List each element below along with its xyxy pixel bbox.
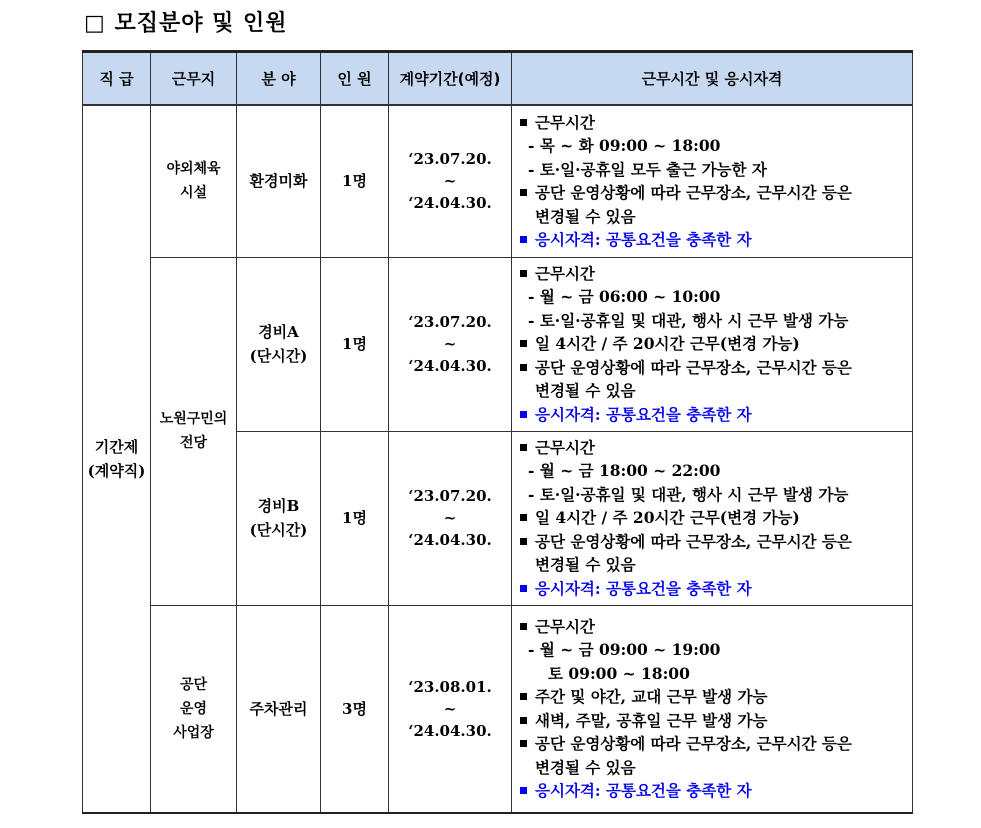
item-text: 변경될 수 있음 [535, 555, 636, 575]
item-text: 응시자격: 공통요건을 충족한 자 [535, 230, 752, 250]
cell-line: 환경미화 [249, 172, 308, 191]
hours-qualification-cell [512, 105, 913, 257]
table-header-row [83, 52, 913, 106]
cell-line: ~ [443, 699, 457, 718]
bullet-item [518, 262, 908, 286]
bullet-item [518, 356, 908, 380]
header-grade: 직 급 [83, 52, 151, 106]
sub-item [518, 285, 908, 309]
cell-line: 야외체육 [166, 161, 221, 178]
sub-item [518, 309, 908, 333]
item-text: - 월 ~ 금 18:00 ~ 22:00 [528, 461, 721, 481]
field-cell [237, 431, 321, 605]
sub-item [518, 638, 908, 662]
count-cell: 1명 [321, 257, 389, 431]
item-text: 근무시간 [535, 112, 595, 132]
cell-line: ~ [443, 335, 457, 353]
item-text: - 목 ~ 화 09:00 ~ 18:00 [528, 136, 721, 156]
item-text: 공단 운영상황에 따라 근무장소, 근무시간 등은 [535, 734, 852, 754]
item-text: 변경될 수 있음 [535, 757, 636, 777]
square-bullet-icon [520, 787, 527, 794]
cell-line: 노원구민의 [159, 411, 228, 427]
item-text: 응시자격: 공통요건을 충족한 자 [535, 578, 752, 598]
field-cell [237, 257, 321, 431]
cell-line: (단시간) [249, 521, 308, 539]
cell-line: ‘23.07.20. [408, 487, 492, 505]
sub-item [518, 205, 908, 229]
cell-line: 공단 [179, 676, 208, 693]
item-text: 응시자격: 공통요건을 충족한 자 [535, 781, 752, 801]
cell-line: ‘24.04.30. [408, 721, 492, 740]
cell-line: ~ [443, 172, 457, 191]
bullet-item [518, 709, 908, 733]
count-cell: 1명 [321, 105, 389, 257]
item-text: 근무시간 [535, 437, 595, 457]
header-hours-qualification: 근무시간 및 응시자격 [512, 52, 913, 106]
item-text: 변경될 수 있음 [535, 206, 636, 226]
qualification-item [518, 779, 908, 803]
square-bullet-icon [520, 364, 527, 371]
square-bullet-icon [520, 623, 527, 630]
square-bullet-icon [520, 236, 527, 243]
item-text: - 토·일·공휴일 모두 출근 가능한 자 [528, 159, 767, 179]
cell-line: 주차관리 [249, 699, 308, 718]
header-field: 분 야 [237, 52, 321, 106]
table-row [83, 105, 913, 257]
header-count: 인 원 [321, 52, 389, 106]
cell-line: ~ [443, 509, 457, 527]
qualification-item [518, 228, 908, 252]
workplace-cell [151, 605, 237, 813]
item-text: 공단 운영상황에 따라 근무장소, 근무시간 등은 [535, 183, 852, 203]
bullet-item [518, 506, 908, 530]
bullet-item [518, 530, 908, 554]
table-row [83, 605, 913, 813]
item-text: 주간 및 야간, 교대 근무 발생 가능 [535, 687, 768, 707]
section-title: □ 모집분야 및 인원 [84, 11, 288, 36]
square-bullet-icon [520, 189, 527, 196]
period-cell [389, 605, 512, 813]
square-bullet-icon [520, 411, 527, 418]
grade-cell [83, 105, 151, 813]
square-bullet-icon [520, 444, 527, 451]
cell-line: ‘23.07.20. [408, 313, 492, 331]
sub-item [518, 158, 908, 182]
square-bullet-icon [520, 717, 527, 724]
hours-qualification-cell [512, 257, 913, 431]
cell-line: 경비A [258, 323, 299, 341]
period-cell [389, 257, 512, 431]
item-text: 응시자격: 공통요건을 충족한 자 [535, 404, 752, 424]
bullet-item [518, 685, 908, 709]
cell-line: ‘23.08.01. [408, 677, 492, 696]
item-text: - 월 ~ 금 06:00 ~ 10:00 [528, 287, 721, 307]
bullet-item [518, 615, 908, 639]
item-text: - 토·일·공휴일 및 대관, 행사 시 근무 발생 가능 [528, 310, 849, 330]
cell-line: 운영 [179, 700, 208, 717]
cell-line: 사업장 [173, 724, 214, 741]
hours-qualification-cell [512, 431, 913, 605]
count-cell: 1명 [321, 431, 389, 605]
field-cell [237, 105, 321, 257]
cell-line: ‘24.04.30. [408, 194, 492, 213]
square-bullet-icon [520, 270, 527, 277]
hours-qualification-cell [512, 605, 913, 813]
sub-item [518, 553, 908, 577]
item-text: 공단 운영상황에 따라 근무장소, 근무시간 등은 [535, 531, 852, 551]
qualification-item [518, 577, 908, 601]
item-text: 새벽, 주말, 공휴일 근무 발생 가능 [535, 710, 768, 730]
square-bullet-icon [520, 585, 527, 592]
count-cell: 3명 [321, 605, 389, 813]
item-text: 공단 운영상황에 따라 근무장소, 근무시간 등은 [535, 357, 852, 377]
field-cell [237, 605, 321, 813]
sub-item [518, 662, 908, 686]
cell-line: 전당 [179, 435, 208, 451]
item-text: - 토·일·공휴일 및 대관, 행사 시 근무 발생 가능 [528, 484, 849, 504]
sub-item [518, 483, 908, 507]
cell-line: 경비B [257, 497, 300, 515]
square-bullet-icon [520, 119, 527, 126]
table-row [83, 257, 913, 431]
item-text: 변경될 수 있음 [535, 381, 636, 401]
period-cell [389, 105, 512, 257]
sub-item [518, 756, 908, 780]
workplace-cell [151, 257, 237, 605]
workplace-cell [151, 105, 237, 257]
bullet-item [518, 181, 908, 205]
cell-line: ‘23.07.20. [408, 150, 492, 169]
square-bullet-icon [520, 538, 527, 545]
cell-line: 기간제 [94, 438, 139, 456]
cell-line: ‘24.04.30. [408, 531, 492, 549]
recruitment-table [82, 50, 913, 814]
item-text: 토 09:00 ~ 18:00 [548, 663, 690, 683]
bullet-item [518, 332, 908, 356]
period-cell [389, 431, 512, 605]
item-text: 근무시간 [535, 263, 595, 283]
item-text: 일 4시간 / 주 20시간 근무(변경 가능) [535, 334, 800, 354]
qualification-item [518, 403, 908, 427]
square-bullet-icon [520, 340, 527, 347]
bullet-item [518, 732, 908, 756]
square-bullet-icon [520, 514, 527, 521]
sub-item [518, 459, 908, 483]
item-text: - 월 ~ 금 09:00 ~ 19:00 [528, 640, 721, 660]
item-text: 일 4시간 / 주 20시간 근무(변경 가능) [535, 508, 800, 528]
cell-line: 시설 [179, 185, 208, 202]
sub-item [518, 379, 908, 403]
square-bullet-icon [520, 693, 527, 700]
item-text: 근무시간 [535, 616, 595, 636]
cell-line: (단시간) [249, 347, 308, 365]
header-period: 계약기간(예정) [389, 52, 512, 106]
bullet-item [518, 436, 908, 460]
bullet-item [518, 111, 908, 135]
square-bullet-icon [520, 740, 527, 747]
sub-item [518, 134, 908, 158]
cell-line: ‘24.04.30. [408, 357, 492, 375]
cell-line: (계약직) [87, 462, 146, 480]
header-workplace: 근무지 [151, 52, 237, 106]
